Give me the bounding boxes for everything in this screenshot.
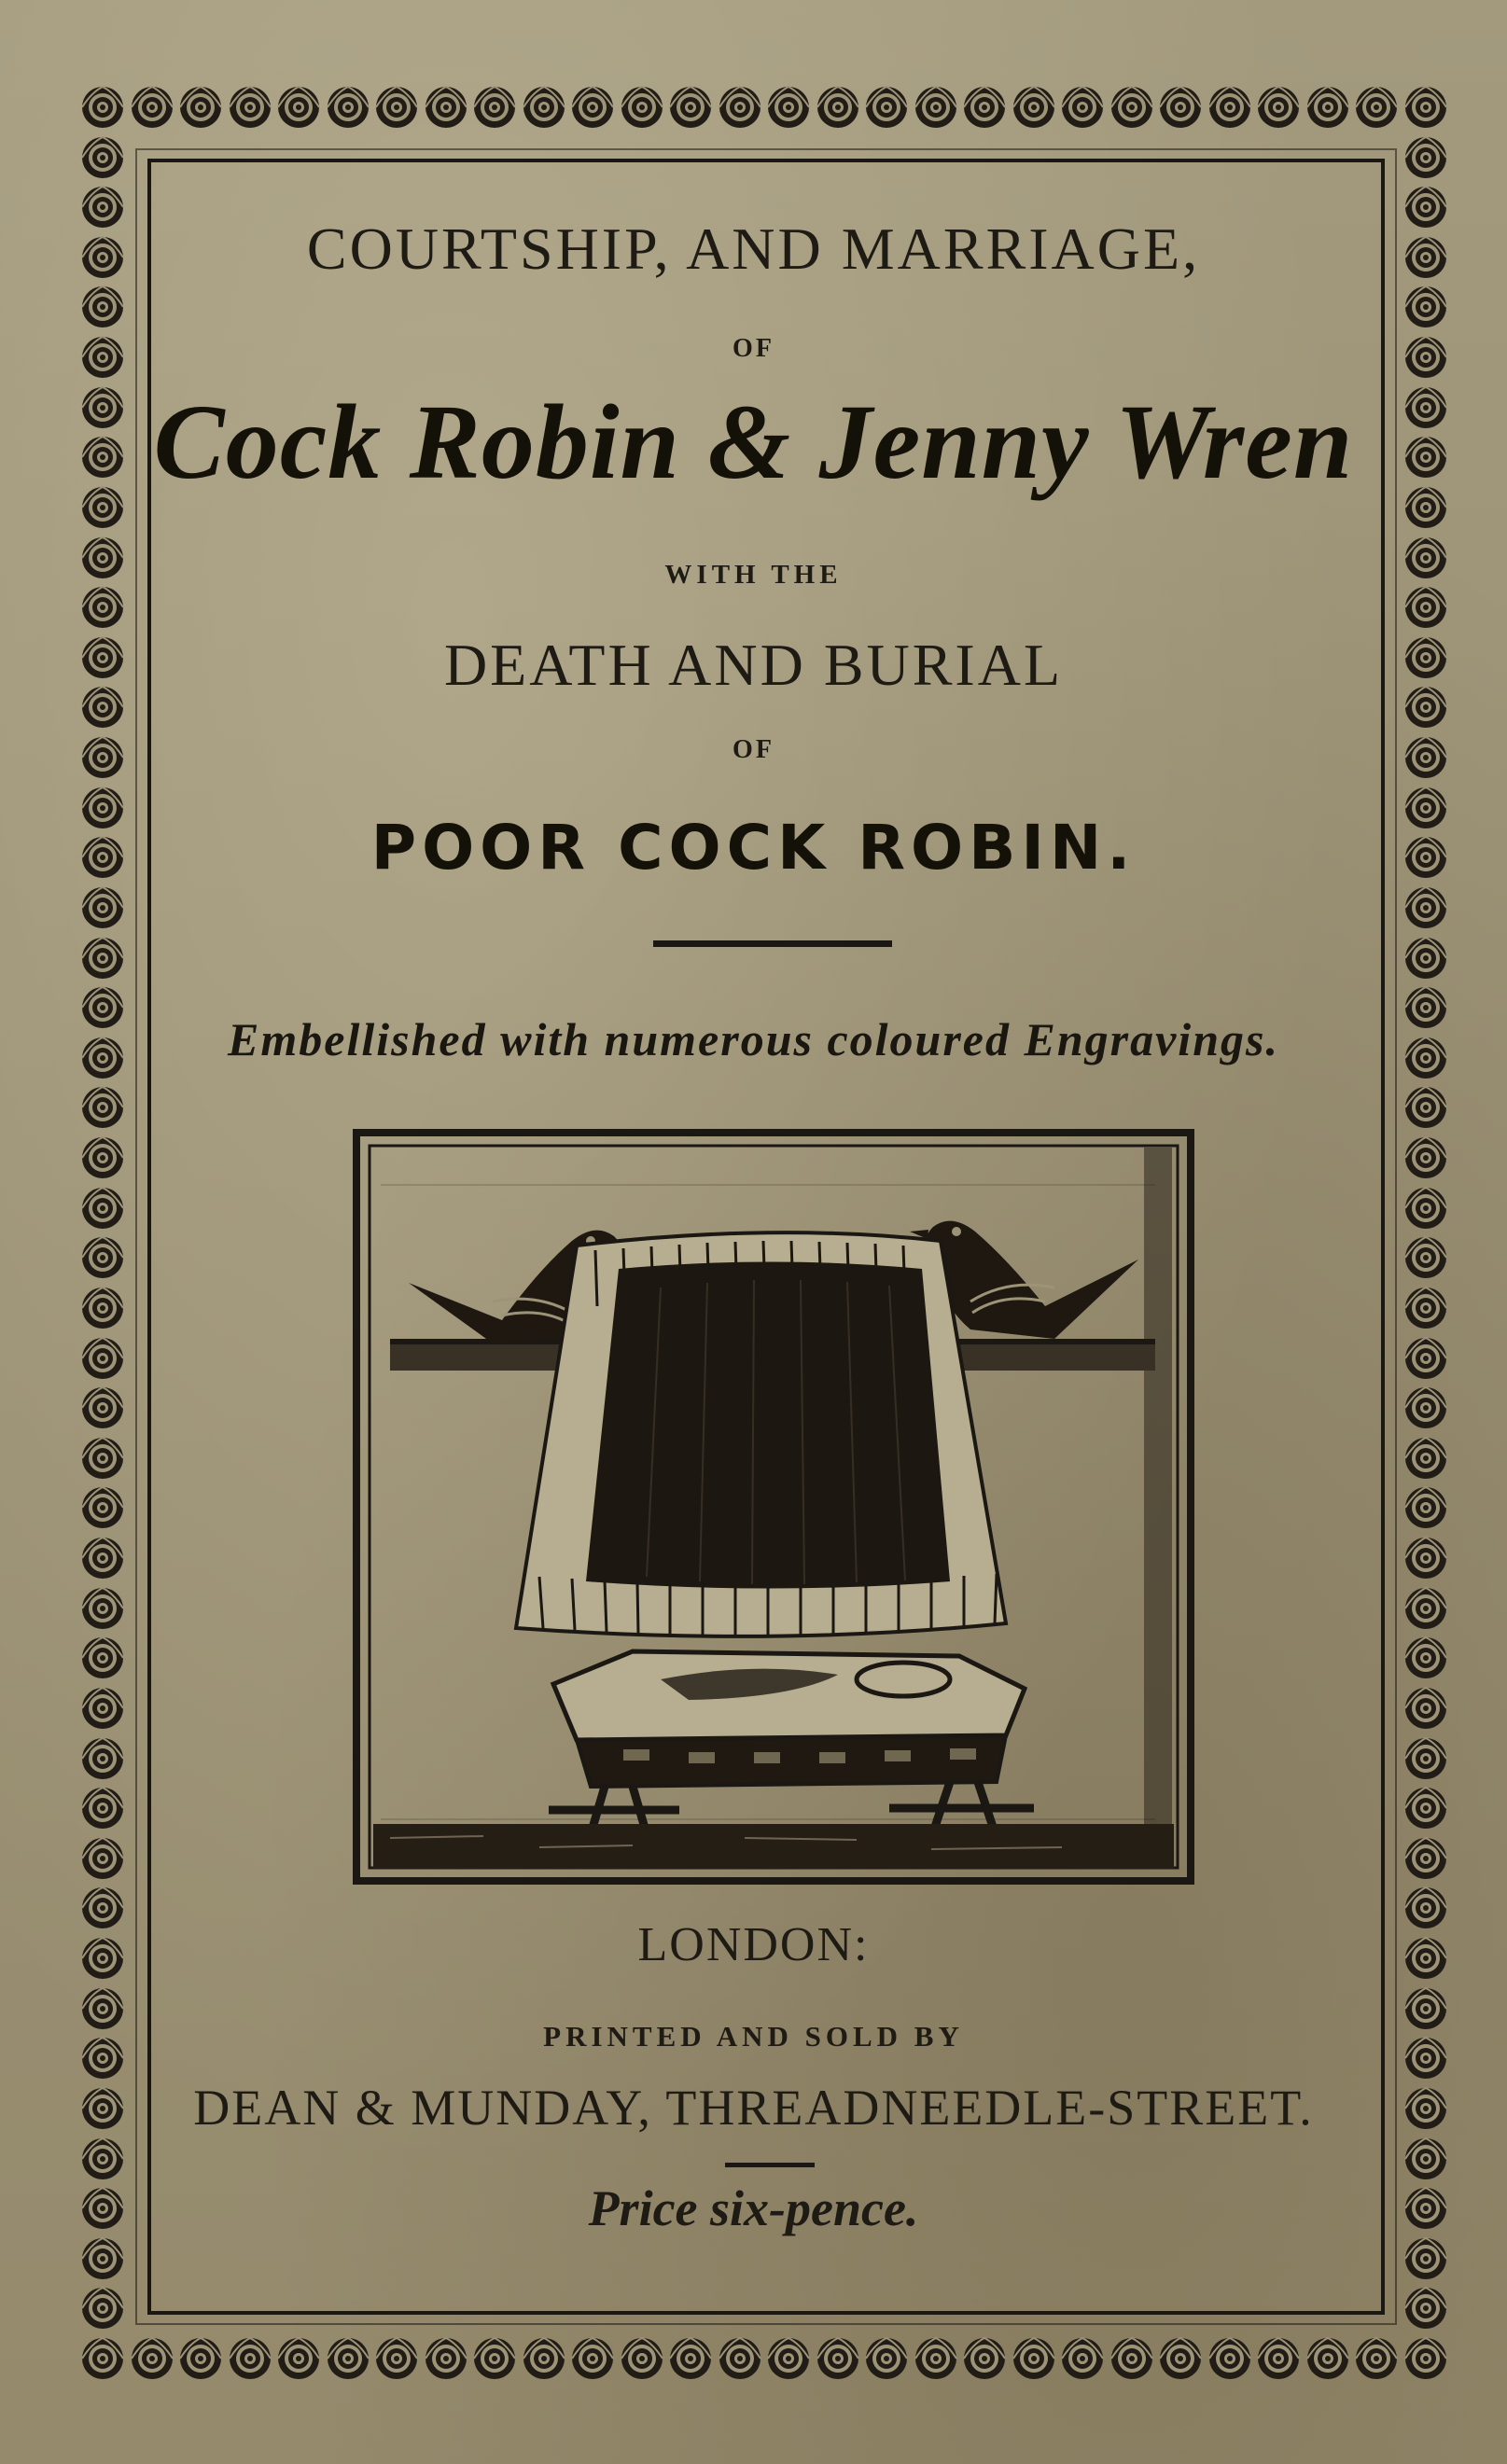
border-rosette (82, 1137, 123, 1178)
border-rosette (82, 2238, 123, 2279)
border-rosette (915, 2338, 956, 2379)
divider-rule (653, 940, 892, 947)
border-rosette (82, 1688, 123, 1729)
border-rosette (1160, 2338, 1201, 2379)
border-rosette (1405, 1788, 1446, 1829)
border-rosette (230, 87, 271, 128)
border-rosette (1356, 87, 1397, 128)
border-rosette (1160, 87, 1201, 128)
funeral-scene-image (353, 1129, 1194, 1885)
border-rosette (82, 1588, 123, 1629)
border-rosette (1405, 137, 1446, 178)
border-rosette (82, 587, 123, 628)
border-rosette (1013, 87, 1054, 128)
subtitle-embellished: Embellished with numerous coloured Engravings. (228, 1013, 1279, 1065)
price-line: Price six-pence. (588, 2180, 919, 2236)
border-rosette (670, 2338, 711, 2379)
border-rosette (1209, 2338, 1250, 2379)
border-rosette (82, 1188, 123, 1229)
connector-of-1: OF (733, 334, 774, 363)
border-rosette (328, 87, 369, 128)
border-rosette (964, 2338, 1005, 2379)
border-rosette (964, 87, 1005, 128)
border-rosette (670, 87, 711, 128)
border-rosette (1405, 1237, 1446, 1278)
border-rosette (82, 1788, 123, 1829)
border-rosette (1258, 2338, 1299, 2379)
border-rosette (180, 2338, 221, 2379)
title-line-courtship: COURTSHIP, AND MARRIAGE, (306, 216, 1201, 282)
border-rosette (82, 1738, 123, 1779)
connector-of-2: OF (733, 735, 774, 764)
border-rosette (1405, 1137, 1446, 1178)
border-rosette (719, 87, 760, 128)
border-rosette (82, 137, 123, 178)
border-rosette (1405, 1338, 1446, 1379)
imprint-note: PRINTED AND SOLD BY (543, 2020, 964, 2053)
border-rosette (1062, 2338, 1103, 2379)
border-rosette (82, 286, 123, 327)
border-rosette (1062, 87, 1103, 128)
border-rosette (1405, 1637, 1446, 1678)
border-rosette (1111, 87, 1152, 128)
border-rosette (817, 87, 858, 128)
border-rosette (1405, 2138, 1446, 2179)
border-rosette (82, 1338, 123, 1379)
border-rosette (376, 2338, 417, 2379)
border-rosette (1013, 2338, 1054, 2379)
border-rosette (1405, 1288, 1446, 1329)
border-rosette (1405, 887, 1446, 928)
border-rosette (1405, 2338, 1446, 2379)
main-title: Cock Robin & Jenny Wren (153, 383, 1354, 501)
border-rosette (1405, 286, 1446, 327)
border-rosette (1356, 2338, 1397, 2379)
border-rosette (1405, 1588, 1446, 1629)
border-rosette (1209, 87, 1250, 128)
border-rosette (1405, 1738, 1446, 1779)
border-rosette (1307, 2338, 1348, 2379)
border-rosette (474, 87, 515, 128)
woodcut-illustration (353, 1129, 1194, 1885)
border-rosette (426, 2338, 467, 2379)
border-rosette (1405, 1188, 1446, 1229)
border-rosette (82, 1087, 123, 1128)
connector-with-the: WITH THE (664, 560, 843, 590)
border-rosette (768, 87, 809, 128)
imprint-city: LONDON: (637, 1918, 870, 1971)
border-rosette (230, 2338, 271, 2379)
border-rosette (523, 2338, 565, 2379)
border-rosette (82, 1637, 123, 1678)
border-rosette (1405, 1487, 1446, 1528)
border-rosette (426, 87, 467, 128)
border-rosette (82, 2338, 123, 2379)
border-rosette (82, 1288, 123, 1329)
border-rosette (1405, 1087, 1446, 1128)
imprint-publisher: DEAN & MUNDAY, THREADNEEDLE-STREET. (193, 2080, 1314, 2136)
border-rosette (719, 2338, 760, 2379)
border-rosette (1405, 1438, 1446, 1479)
border-rosette (82, 1438, 123, 1479)
border-rosette (621, 2338, 663, 2379)
border-rosette (82, 1838, 123, 1879)
border-rosette (1258, 87, 1299, 128)
border-rosette (82, 2288, 123, 2329)
border-rosette (1405, 1538, 1446, 1579)
border-rosette (82, 1487, 123, 1528)
border-rosette (278, 2338, 319, 2379)
border-rosette (82, 887, 123, 928)
border-rosette (1307, 87, 1348, 128)
border-rosette (82, 87, 123, 128)
border-rosette (1111, 2338, 1152, 2379)
border-rosette (768, 2338, 809, 2379)
border-rosette (82, 938, 123, 979)
border-rosette (328, 2338, 369, 2379)
border-rosette (866, 87, 907, 128)
title-line-death-burial: DEATH AND BURIAL (443, 632, 1064, 698)
border-rosette (474, 2338, 515, 2379)
border-rosette (278, 87, 319, 128)
border-rosette (132, 87, 173, 128)
border-rosette (1405, 938, 1446, 979)
border-rosette (1405, 1688, 1446, 1729)
border-rosette (132, 2338, 173, 2379)
price-rule (725, 2163, 815, 2167)
border-rosette (523, 87, 565, 128)
border-rosette (82, 2138, 123, 2179)
border-rosette (1405, 2238, 1446, 2279)
border-rosette (180, 87, 221, 128)
border-rosette (572, 87, 613, 128)
border-rosette (1405, 87, 1446, 128)
border-rosette (621, 87, 663, 128)
border-rosette (376, 87, 417, 128)
title-line-poor-cock-robin: POOR COCK ROBIN. (370, 812, 1137, 884)
border-rosette (82, 1538, 123, 1579)
border-rosette (1405, 1838, 1446, 1879)
border-rosette (915, 87, 956, 128)
border-rosette (572, 2338, 613, 2379)
border-rosette (866, 2338, 907, 2379)
border-rosette (82, 1237, 123, 1278)
border-rosette (82, 1387, 123, 1428)
border-rosette (817, 2338, 858, 2379)
border-rosette (1405, 1387, 1446, 1428)
border-rosette (1405, 587, 1446, 628)
border-rosette (1405, 2288, 1446, 2329)
